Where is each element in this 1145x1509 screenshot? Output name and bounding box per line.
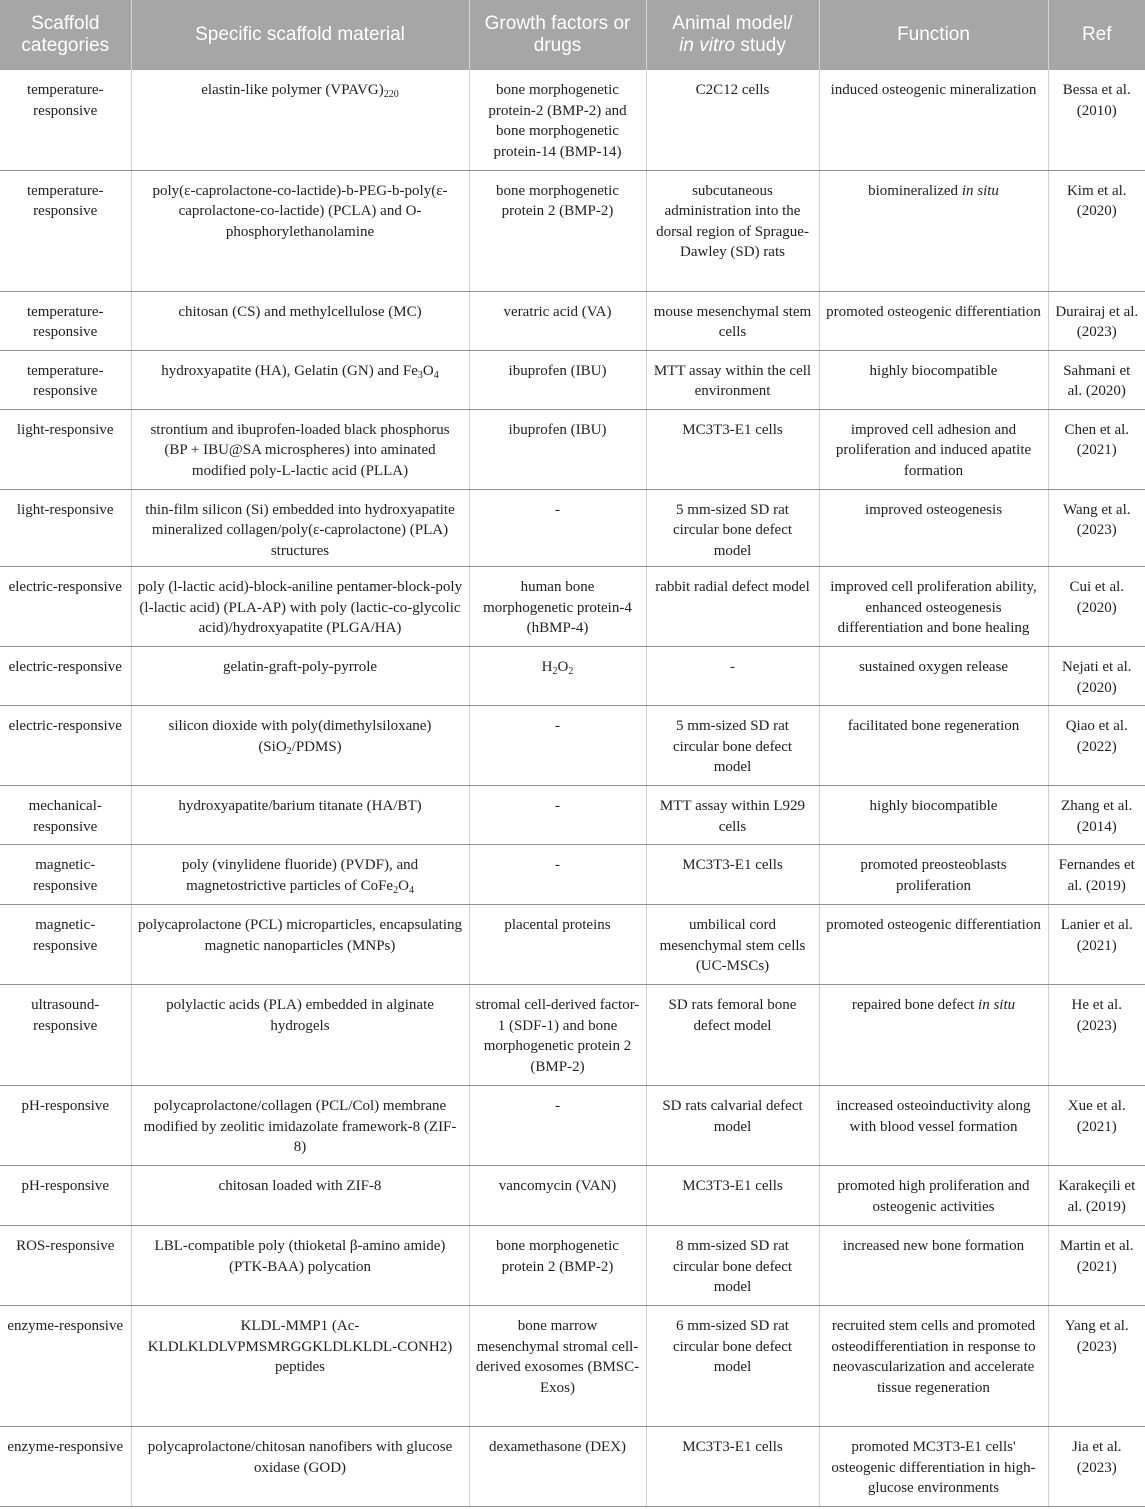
cell-factors: human bone morphogenetic protein-4 (hBMP-4)	[469, 567, 646, 647]
cell-ref: Wang et al. (2023)	[1048, 489, 1145, 567]
table-row	[0, 409, 1145, 489]
cell-factors: veratric acid (VA)	[469, 291, 646, 350]
cell-function: increased osteoinductivity along with blood vessel formation	[819, 1086, 1048, 1166]
table-row	[0, 1306, 1145, 1427]
cell-model: SD rats femoral bone defect model	[646, 985, 819, 1086]
cell-function: improved cell proliferation ability, enhanced osteogenesis differentiation and bone healing	[819, 567, 1048, 647]
cell-category: ultrasound-responsive	[0, 985, 131, 1086]
cell-factors: ibuprofen (IBU)	[469, 409, 646, 489]
cell-function: promoted high proliferation and osteogenic activities	[819, 1166, 1048, 1226]
cell-function: recruited stem cells and promoted osteodifferentiation in response to neovascularization and accelerate tissue regeneration	[819, 1306, 1048, 1427]
cell-model: 8 mm-sized SD rat circular bone defect model	[646, 1226, 819, 1306]
cell-function: induced osteogenic mineralization	[819, 70, 1048, 170]
table-header-row	[0, 0, 1145, 70]
cell-model: rabbit radial defect model	[646, 567, 819, 647]
cell-function: promoted MC3T3-E1 cells' osteogenic differentiation in high-glucose environments	[819, 1427, 1048, 1507]
cell-material: hydroxyapatite (HA), Gelatin (GN) and $Fe_3O_4$	[131, 350, 469, 409]
cell-model: mouse mesenchymal stem cells	[646, 291, 819, 350]
cell-material: hydroxyapatite/barium titanate (HA/BT)	[131, 786, 469, 845]
table-row	[0, 170, 1145, 291]
cell-factors: dexamethasone (DEX)	[469, 1427, 646, 1507]
header-scaffold-categories: Scaffold categories	[0, 0, 131, 70]
cell-category: magnetic-responsive	[0, 845, 131, 905]
table-row	[0, 1166, 1145, 1226]
cell-model: MC3T3-E1 cells	[646, 409, 819, 489]
cell-ref: Cui et al. (2020)	[1048, 567, 1145, 647]
cell-factors: bone marrow mesenchymal stromal cell-derived exosomes (BMSC-Exos)	[469, 1306, 646, 1427]
cell-model: MTT assay within the cell environment	[646, 350, 819, 409]
cell-material: poly(ε-caprolactone-co-lactide)-b-PEG-b-poly(ε-caprolactone-co-lactide) (PCLA) and O-phosphorylethanolamine	[131, 170, 469, 291]
cell-category: light-responsive	[0, 489, 131, 567]
cell-material: silicon dioxide with poly(dimethylsiloxane) (SiO$_2$/PDMS)	[131, 706, 469, 786]
cell-function: improved cell adhesion and proliferation and induced apatite formation	[819, 409, 1048, 489]
cell-function: increased new bone formation	[819, 1226, 1048, 1306]
cell-material: polylactic acids (PLA) embedded in alginate hydrogels	[131, 985, 469, 1086]
cell-material: poly (vinylidene fluoride) (PVDF), and magnetostrictive particles of $CoFe_2O_4$	[131, 845, 469, 905]
cell-model: MC3T3-E1 cells	[646, 845, 819, 905]
cell-model: -	[646, 647, 819, 706]
cell-ref: Lanier et al. (2021)	[1048, 905, 1145, 985]
table-row	[0, 291, 1145, 350]
table-row	[0, 1226, 1145, 1306]
cell-ref: Yang et al. (2023)	[1048, 1306, 1145, 1427]
cell-function: highly biocompatible	[819, 786, 1048, 845]
cell-category: temperature-responsive	[0, 350, 131, 409]
cell-material: chitosan loaded with ZIF-8	[131, 1166, 469, 1226]
cell-factors: ibuprofen (IBU)	[469, 350, 646, 409]
cell-factors: vancomycin (VAN)	[469, 1166, 646, 1226]
cell-factors: bone morphogenetic protein-2 (BMP-2) and bone morphogenetic protein-14 (BMP-14)	[469, 70, 646, 170]
cell-factors: -	[469, 1086, 646, 1166]
cell-factors: -	[469, 845, 646, 905]
cell-function: improved osteogenesis	[819, 489, 1048, 567]
table-row	[0, 1086, 1145, 1166]
cell-function: promoted osteogenic differentiation	[819, 291, 1048, 350]
cell-ref: Chen et al. (2021)	[1048, 409, 1145, 489]
cell-ref: Martin et al. (2021)	[1048, 1226, 1145, 1306]
header-specific-material: Specific scaffold material	[131, 0, 469, 70]
header-animal-model: Animal model/ in vitro study	[646, 0, 819, 70]
header-ref: Ref	[1048, 0, 1145, 70]
table-row	[0, 70, 1145, 170]
cell-function: repaired bone defect in situ	[819, 985, 1048, 1086]
cell-factors: -	[469, 786, 646, 845]
cell-category: electric-responsive	[0, 647, 131, 706]
cell-model: SD rats calvarial defect model	[646, 1086, 819, 1166]
header-function: Function	[819, 0, 1048, 70]
cell-material: strontium and ibuprofen-loaded black phosphorus (BP + IBU@SA microspheres) into aminated modified poly-L-lactic acid (PLLA)	[131, 409, 469, 489]
table-row	[0, 567, 1145, 647]
cell-category: enzyme-responsive	[0, 1306, 131, 1427]
cell-ref: Karakeçili et al. (2019)	[1048, 1166, 1145, 1226]
cell-material: polycaprolactone (PCL) microparticles, encapsulating magnetic nanoparticles (MNPs)	[131, 905, 469, 985]
cell-ref: Fernandes et al. (2019)	[1048, 845, 1145, 905]
cell-ref: Durairaj et al. (2023)	[1048, 291, 1145, 350]
cell-category: magnetic-responsive	[0, 905, 131, 985]
cell-material: elastin-like polymer $(VPAVG)_{220}$	[131, 70, 469, 170]
cell-ref: Nejati et al. (2020)	[1048, 647, 1145, 706]
cell-category: temperature-responsive	[0, 70, 131, 170]
cell-model: C2C12 cells	[646, 70, 819, 170]
cell-category: mechanical-responsive	[0, 786, 131, 845]
header-growth-factors: Growth factors or drugs	[469, 0, 646, 70]
cell-category: pH-responsive	[0, 1166, 131, 1226]
cell-material: polycaprolactone/collagen (PCL/Col) membrane modified by zeolitic imidazolate framework-8 (ZIF-8)	[131, 1086, 469, 1166]
table-row	[0, 706, 1145, 786]
cell-category: electric-responsive	[0, 706, 131, 786]
cell-category: enzyme-responsive	[0, 1427, 131, 1507]
cell-ref: Qiao et al. (2022)	[1048, 706, 1145, 786]
cell-model: 6 mm-sized SD rat circular bone defect model	[646, 1306, 819, 1427]
cell-ref: Kim et al. (2020)	[1048, 170, 1145, 291]
cell-material: KLDL-MMP1 (Ac-KLDLKLDLVPMSMRGGKLDLKLDL-CONH2) peptides	[131, 1306, 469, 1427]
table-row	[0, 786, 1145, 845]
cell-factors: stromal cell-derived factor-1 (SDF-1) and bone morphogenetic protein 2 (BMP-2)	[469, 985, 646, 1086]
cell-model: 5 mm-sized SD rat circular bone defect model	[646, 489, 819, 567]
cell-factors: $H_2O_2$	[469, 647, 646, 706]
cell-model: MC3T3-E1 cells	[646, 1427, 819, 1507]
cell-factors: -	[469, 489, 646, 567]
cell-function: highly biocompatible	[819, 350, 1048, 409]
table-row	[0, 985, 1145, 1086]
cell-category: electric-responsive	[0, 567, 131, 647]
cell-function: biomineralized in situ	[819, 170, 1048, 291]
cell-model: MC3T3-E1 cells	[646, 1166, 819, 1226]
cell-category: ROS-responsive	[0, 1226, 131, 1306]
cell-function: facilitated bone regeneration	[819, 706, 1048, 786]
cell-factors: bone morphogenetic protein 2 (BMP-2)	[469, 170, 646, 291]
cell-ref: Xue et al. (2021)	[1048, 1086, 1145, 1166]
cell-material: polycaprolactone/chitosan nanofibers with glucose oxidase (GOD)	[131, 1427, 469, 1507]
cell-function: sustained oxygen release	[819, 647, 1048, 706]
cell-factors: bone morphogenetic protein 2 (BMP-2)	[469, 1226, 646, 1306]
cell-ref: He et al. (2023)	[1048, 985, 1145, 1086]
cell-function: promoted preosteoblasts proliferation	[819, 845, 1048, 905]
cell-category: light-responsive	[0, 409, 131, 489]
table-row	[0, 489, 1145, 567]
table-row	[0, 845, 1145, 905]
cell-model: MTT assay within L929 cells	[646, 786, 819, 845]
cell-model: 5 mm-sized SD rat circular bone defect model	[646, 706, 819, 786]
cell-ref: Bessa et al. (2010)	[1048, 70, 1145, 170]
table-row	[0, 350, 1145, 409]
cell-factors: placental proteins	[469, 905, 646, 985]
cell-material: gelatin-graft-poly-pyrrole	[131, 647, 469, 706]
cell-material: chitosan (CS) and methylcellulose (MC)	[131, 291, 469, 350]
table-row	[0, 1427, 1145, 1507]
cell-ref: Jia et al. (2023)	[1048, 1427, 1145, 1507]
table-row	[0, 905, 1145, 985]
cell-model: subcutaneous administration into the dorsal region of Sprague-Dawley (SD) rats	[646, 170, 819, 291]
cell-material: poly (l-lactic acid)-block-aniline pentamer-block-poly (l-lactic acid) (PLA-AP) with poly (lactic-co-glycolic acid)/hydroxyapatite (PLGA/HA)	[131, 567, 469, 647]
cell-material: thin-film silicon (Si) embedded into hydroxyapatite mineralized collagen/poly(ε-caprolactone) (PLA) structures	[131, 489, 469, 567]
cell-category: temperature-responsive	[0, 170, 131, 291]
cell-material: LBL-compatible poly (thioketal β-amino amide) (PTK-BAA) polycation	[131, 1226, 469, 1306]
table-row	[0, 647, 1145, 706]
cell-ref: Zhang et al. (2014)	[1048, 786, 1145, 845]
cell-category: temperature-responsive	[0, 291, 131, 350]
cell-model: umbilical cord mesenchymal stem cells (UC-MSCs)	[646, 905, 819, 985]
cell-category: pH-responsive	[0, 1086, 131, 1166]
cell-factors: -	[469, 706, 646, 786]
cell-ref: Sahmani et al. (2020)	[1048, 350, 1145, 409]
cell-function: promoted osteogenic differentiation	[819, 905, 1048, 985]
